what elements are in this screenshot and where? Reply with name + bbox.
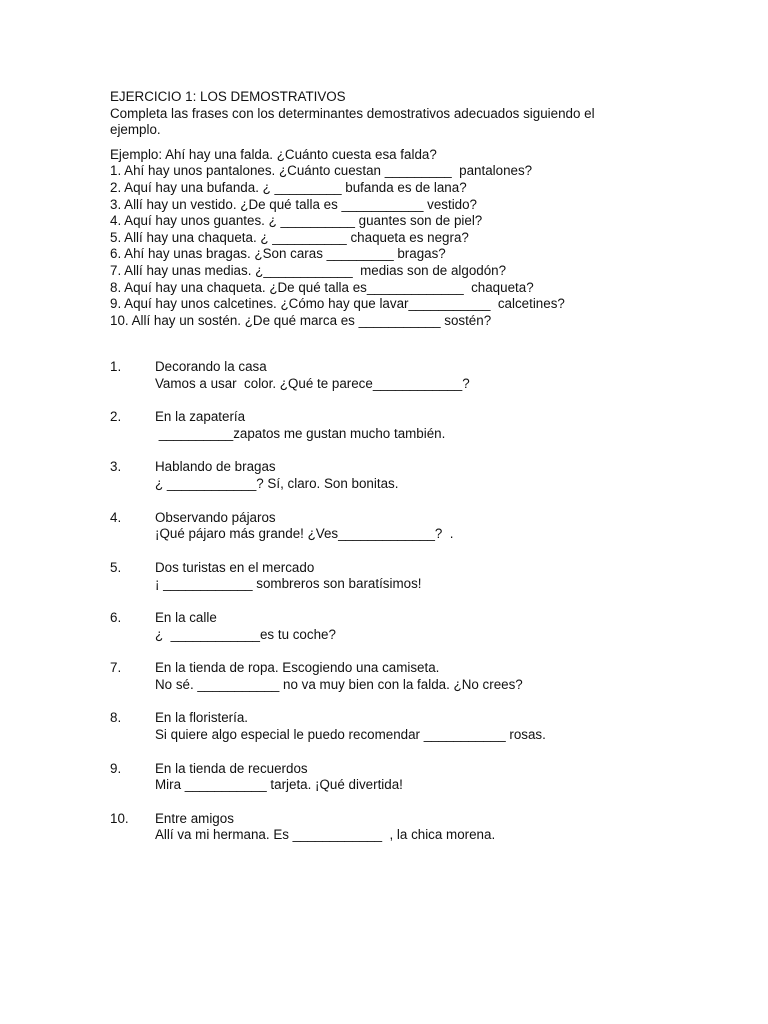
situation-title: Decorando la casa bbox=[155, 359, 267, 374]
situation-sentence: __________zapatos me gustan mucho también. bbox=[155, 425, 446, 441]
situation-item bbox=[110, 610, 670, 660]
situation-item bbox=[110, 409, 670, 459]
exercise-sentence: 9. Aquí hay unos calcetines. ¿Cómo hay que lavar___________ calcetines? bbox=[110, 296, 565, 312]
situation-title: Dos turistas en el mercado bbox=[155, 559, 315, 575]
instructions-line: Completa las frases con los determinantes demostrativos adecuados siguiendo el bbox=[110, 105, 595, 121]
situation-item bbox=[110, 710, 670, 760]
situations-list bbox=[110, 359, 670, 861]
situation-number: 8. bbox=[110, 710, 122, 726]
situation-number: 7. bbox=[110, 660, 122, 676]
example-sentence: Ejemplo: Ahí hay una falda. ¿Cuánto cuesta esa falda? bbox=[110, 146, 437, 162]
exercise-title: EJERCICIO 1: LOS DEMOSTRATIVOS bbox=[110, 89, 346, 104]
exercise-sentence: 3. Allí hay un vestido. ¿De qué talla es ___________ vestido? bbox=[110, 196, 478, 212]
situation-title: Entre amigos bbox=[155, 810, 234, 826]
situation-item bbox=[110, 761, 670, 811]
situation-item bbox=[110, 560, 670, 610]
situation-number: 9. bbox=[110, 760, 122, 776]
spacer bbox=[110, 139, 670, 147]
exercise-sentence: 8. Aquí hay una chaqueta. ¿De qué talla es_____________ chaqueta? bbox=[110, 279, 534, 295]
situation-number: 10. bbox=[110, 810, 129, 826]
exercise-sentence: 5. Allí hay una chaqueta. ¿ __________ chaqueta es negra? bbox=[110, 229, 469, 245]
exercise-sentence: 7. Allí hay unas medias. ¿____________ medias son de algodón? bbox=[110, 262, 507, 278]
exercise-sentence: 2. Aquí hay una bufanda. ¿ _________ bufanda es de lana? bbox=[110, 179, 467, 195]
situation-title: En la calle bbox=[155, 609, 217, 625]
situation-title: En la floristería. bbox=[155, 710, 249, 726]
situation-item bbox=[110, 660, 670, 710]
situation-sentence: Allí va mi hermana. Es ____________ , la chica morena. bbox=[155, 827, 496, 843]
situation-title: En la tienda de recuerdos bbox=[155, 760, 308, 776]
exercise-sentence: 1. Ahí hay unos pantalones. ¿Cuánto cuestan _________ pantalones? bbox=[110, 163, 533, 179]
situation-title: En la zapatería bbox=[155, 409, 246, 425]
situation-number: 6. bbox=[110, 609, 122, 625]
situation-item bbox=[110, 359, 670, 409]
situation-sentence: ¡Qué pájaro más grande! ¿Ves_____________? . bbox=[155, 526, 454, 542]
situation-sentence: Si quiere algo especial le puedo recomendar ___________ rosas. bbox=[155, 726, 546, 742]
exercise-header bbox=[110, 89, 670, 329]
exercise-sentence: 10. Allí hay un sostén. ¿De qué marca es ___________ sostén? bbox=[110, 312, 492, 328]
situation-sentence: ¿ ____________? Sí, claro. Son bonitas. bbox=[155, 475, 399, 491]
situation-title: En la tienda de ropa. Escogiendo una camiseta. bbox=[155, 660, 440, 676]
exercise-sentence: 6. Ahí hay unas bragas. ¿Son caras _________ bragas? bbox=[110, 246, 446, 262]
situation-number: 5. bbox=[110, 559, 122, 575]
situation-sentence: Vamos a usar color. ¿Qué te parece____________? bbox=[155, 375, 470, 391]
situation-number: 1. bbox=[110, 359, 122, 374]
situation-title: Hablando de bragas bbox=[155, 459, 276, 475]
situation-sentence: ¿ ____________es tu coche? bbox=[155, 626, 336, 642]
situation-number: 4. bbox=[110, 509, 122, 525]
situation-title: Observando pájaros bbox=[155, 509, 276, 525]
situation-number: 3. bbox=[110, 459, 122, 475]
situation-item bbox=[110, 811, 670, 861]
situation-item bbox=[110, 459, 670, 509]
situation-sentence: No sé. ___________ no va muy bien con la falda. ¿No crees? bbox=[155, 676, 523, 692]
situation-sentence: Mira ___________ tarjeta. ¡Qué divertida! bbox=[155, 777, 403, 793]
situation-item bbox=[110, 510, 670, 560]
situation-number: 2. bbox=[110, 409, 122, 425]
situation-sentence: ¡ ____________ sombreros son baratísimos! bbox=[155, 576, 422, 592]
exercise-sentence: 4. Aquí hay unos guantes. ¿ __________ guantes son de piel? bbox=[110, 213, 483, 229]
instructions-line: ejemplo. bbox=[110, 122, 161, 138]
